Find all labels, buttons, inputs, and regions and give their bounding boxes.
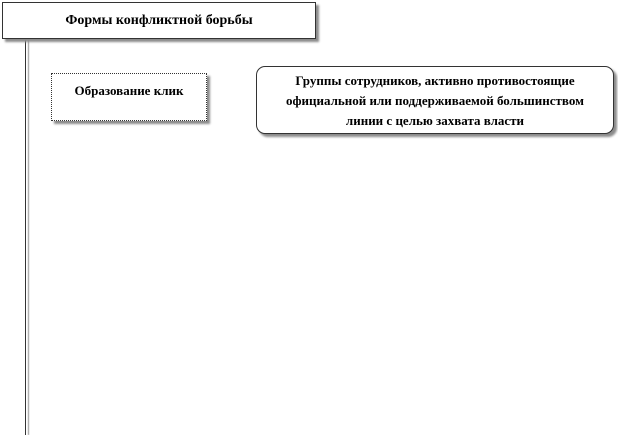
connector-line — [25, 39, 26, 435]
cliques-description-node: Группы сотрудников, активно противостоящие официальной или поддерживаемой большинством линии с целью захвата власти — [256, 66, 614, 134]
cliques-node: Образование клик — [51, 73, 207, 121]
diagram-title-box: Формы конфликтной борьбы — [2, 2, 316, 39]
